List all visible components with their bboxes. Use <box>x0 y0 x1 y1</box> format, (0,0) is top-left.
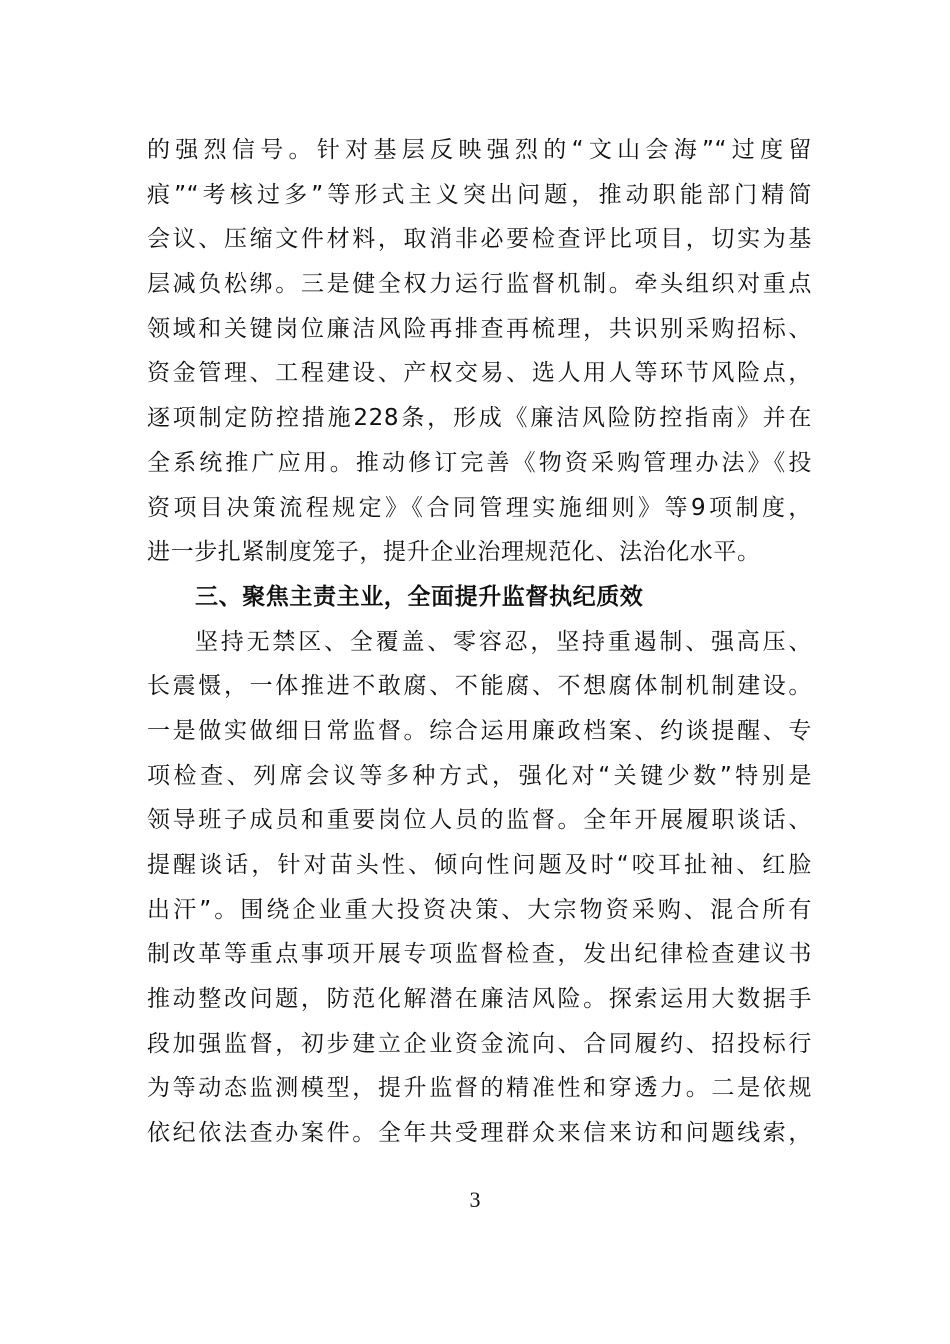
text-line: 层减负松绑。三是健全权力运行监督机制。牵头组织对重点 <box>147 271 812 298</box>
text-line: 制改革等重点事项开展专项监督检查，发出纪律检查建议书 <box>147 941 812 968</box>
text-line: 依纪依法查办案件。全年共受理群众来信来访和问题线索， <box>147 1120 812 1147</box>
text-line: 提醒谈话，针对苗头性、倾向性问题及时“咬耳扯袖、红脸 <box>147 852 812 878</box>
body-text <box>147 128 812 1156</box>
text-line: 出汗”。围绕企业重大投资决策、大宗物资采购、混合所有 <box>147 896 812 923</box>
text-line: 痕”“考核过多”等形式主义突出问题，推动职能部门精简 <box>147 181 812 208</box>
text-line: 推动整改问题，防范化解潜在廉洁风险。探索运用大数据手 <box>147 986 812 1013</box>
text-line: 资项目决策流程规定》《合同管理实施细则》等9项制度， <box>147 494 812 521</box>
text-line: 段加强监督，初步建立企业资金流向、合同履约、招投标行 <box>147 1030 812 1057</box>
text-line: 长震慑，一体推进不敢腐、不能腐、不想腐体制机制建设。 <box>147 673 812 700</box>
text-line: 的强烈信号。针对基层反映强烈的“文山会海”“过度留 <box>147 137 812 163</box>
section-heading: 三、聚焦主责主业，全面提升监督执纪质效 <box>195 583 644 610</box>
text-line: 领域和关键岗位廉洁风险再排查再梳理，共识别采购招标、 <box>147 315 812 342</box>
text-line: 坚持无禁区、全覆盖、零容忍，坚持重遏制、强高压、 <box>195 628 812 655</box>
text-line: 领导班子成员和重要岗位人员的监督。全年开展履职谈话、 <box>147 807 812 834</box>
text-line: 全系统推广应用。推动修订完善《物资采购管理办法》《投 <box>147 449 812 476</box>
text-line: 一是做实做细日常监督。综合运用廉政档案、约谈提醒、专 <box>147 717 812 744</box>
text-line: 资金管理、工程建设、产权交易、选人用人等环节风险点， <box>147 360 812 387</box>
page-number: 3 <box>469 1187 481 1212</box>
text-line: 为等动态监测模型，提升监督的精准性和穿透力。二是依规 <box>147 1075 812 1102</box>
text-line: 会议、压缩文件材料，取消非必要检查评比项目，切实为基 <box>147 226 812 253</box>
text-line: 项检查、列席会议等多种方式，强化对“关键少数”特别是 <box>147 762 812 789</box>
text-line: 进一步扎紧制度笼子，提升企业治理规范化、法治化水平。 <box>147 539 761 566</box>
text-line: 逐项制定防控措施228条，形成《廉洁风险防控指南》并在 <box>147 405 812 432</box>
